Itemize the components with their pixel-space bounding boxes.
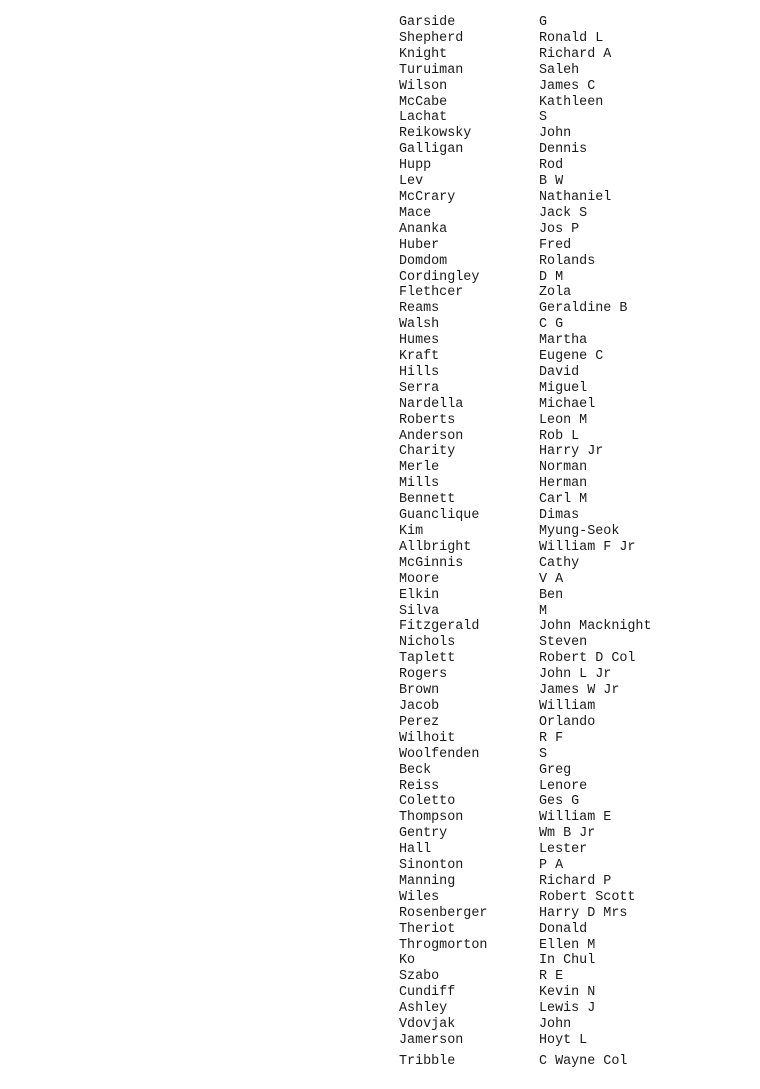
last-name: Reiss: [399, 778, 440, 794]
name-row: [399, 715, 652, 731]
first-name: Rod: [539, 158, 564, 174]
first-name: Harry Jr: [539, 444, 604, 460]
first-name: William: [539, 698, 596, 714]
last-name: Turuiman: [399, 62, 464, 78]
name-row: [399, 619, 652, 635]
first-name: In Chul: [539, 953, 596, 969]
first-name: Jack S: [539, 205, 588, 221]
name-row: [399, 985, 652, 1001]
name-row: [399, 190, 652, 206]
name-row: [399, 222, 652, 238]
last-name: Woolfenden: [399, 746, 480, 762]
last-name: Cundiff: [399, 985, 456, 1001]
name-row: [399, 47, 652, 63]
name-row: [399, 540, 652, 556]
last-name: Anderson: [399, 428, 464, 444]
first-name: Kevin N: [539, 985, 596, 1001]
first-name: Saleh: [539, 62, 580, 78]
first-name: Kathleen: [539, 94, 604, 110]
name-row: [399, 683, 652, 699]
name-list: [399, 15, 652, 1049]
last-name: Serra: [399, 380, 440, 396]
last-name: Domdom: [399, 253, 448, 269]
name-row: [399, 810, 652, 826]
first-name: Leon M: [539, 412, 588, 428]
first-name: P A: [539, 858, 564, 874]
name-row: [399, 779, 652, 795]
last-name: Brown: [399, 683, 440, 699]
first-name: Geraldine B: [539, 301, 628, 317]
last-name: Mace: [399, 205, 432, 221]
first-name: Myung-Seok: [539, 524, 620, 539]
name-row: [399, 747, 652, 763]
last-name: McCrary: [399, 189, 456, 205]
name-row: [399, 604, 652, 620]
name-row: [399, 572, 652, 588]
first-name: Herman: [539, 476, 588, 492]
first-name: Zola: [539, 285, 572, 301]
name-row: [399, 15, 652, 31]
name-row: [399, 794, 652, 810]
first-name: Lewis J: [539, 1001, 596, 1017]
first-name: M: [539, 603, 548, 619]
last-name: Wilson: [399, 78, 448, 94]
name-row: [399, 381, 652, 397]
name-row: [399, 460, 652, 476]
first-name: Richard A: [539, 46, 612, 62]
name-row: [399, 270, 652, 286]
last-name: Huber: [399, 237, 440, 253]
last-name: Reikowsky: [399, 126, 472, 142]
first-name: Robert Scott: [539, 889, 636, 905]
last-name: Galligan: [399, 142, 464, 158]
first-name: Ronald L: [539, 30, 604, 46]
name-row: [399, 1001, 652, 1017]
last-name: Walsh: [399, 317, 440, 333]
last-name: Mills: [399, 476, 440, 492]
name-row: [399, 397, 652, 413]
first-name: James C: [539, 78, 596, 94]
first-name: Martha: [539, 333, 588, 349]
name-row: [399, 938, 652, 954]
last-name: Fitzgerald: [399, 619, 480, 635]
cutoff-row: [399, 1054, 627, 1070]
last-name: Knight: [399, 46, 448, 62]
first-name: Cathy: [539, 555, 580, 571]
last-name: Roberts: [399, 412, 456, 428]
name-row: [399, 238, 652, 254]
last-name: Shepherd: [399, 30, 464, 46]
last-name: Silva: [399, 603, 440, 619]
last-name: Vdovjak: [399, 1017, 456, 1033]
name-row: [399, 142, 652, 158]
name-row: [399, 906, 652, 922]
first-name: Norman: [539, 460, 588, 476]
name-row: [399, 874, 652, 890]
first-name: John L Jr: [539, 667, 612, 683]
last-name: Thompson: [399, 810, 464, 826]
name-row: [399, 444, 652, 460]
name-row: [399, 301, 652, 317]
first-name: John: [539, 1017, 572, 1033]
name-row: [399, 556, 652, 572]
last-name: Kim: [399, 524, 424, 539]
name-row: [399, 826, 652, 842]
name-row: [399, 333, 652, 349]
first-name: Lester: [539, 842, 588, 858]
last-name: Perez: [399, 714, 440, 730]
first-name: Greg: [539, 762, 572, 778]
last-name: Hupp: [399, 158, 432, 174]
last-name: Allbright: [399, 539, 472, 555]
name-row: [399, 174, 652, 190]
name-row: [399, 95, 652, 111]
name-row: [399, 492, 652, 508]
last-name: Moore: [399, 571, 440, 587]
last-name: Lev: [399, 174, 424, 190]
name-row: [399, 349, 652, 365]
name-row: [399, 413, 652, 429]
name-row: [399, 890, 652, 906]
name-row: [399, 1033, 652, 1049]
first-name: R F: [539, 730, 564, 746]
name-row: [399, 1017, 652, 1033]
first-name: V A: [539, 571, 564, 587]
last-name: Ko: [399, 953, 416, 969]
name-row: [399, 158, 652, 174]
first-name: Hoyt L: [539, 1033, 588, 1048]
first-name: Dennis: [539, 142, 588, 158]
last-name: McGinnis: [399, 555, 464, 571]
first-name: B W: [539, 174, 564, 190]
name-row: [399, 922, 652, 938]
last-name: Nichols: [399, 635, 456, 651]
last-name: Wiles: [399, 889, 440, 905]
name-row: [399, 524, 652, 540]
last-name: Nardella: [399, 396, 464, 412]
first-name: Miguel: [539, 380, 588, 396]
first-name: John Macknight: [539, 619, 652, 635]
first-name: Donald: [539, 921, 588, 937]
first-name: Ges G: [539, 794, 580, 810]
name-row: [399, 953, 652, 969]
last-name: Sinonton: [399, 858, 464, 874]
first-name: James W Jr: [539, 683, 620, 699]
name-row: [399, 667, 652, 683]
name-row: [399, 858, 652, 874]
last-name: Flethcer: [399, 285, 464, 301]
last-name: McCabe: [399, 94, 448, 110]
last-name: Jamerson: [399, 1033, 464, 1048]
name-row: [399, 969, 652, 985]
last-name: Elkin: [399, 587, 440, 603]
first-name: G: [539, 15, 548, 30]
last-name: Bennett: [399, 492, 456, 508]
last-name: Kraft: [399, 349, 440, 365]
name-row: [399, 126, 652, 142]
name-row: [399, 842, 652, 858]
last-name: Garside: [399, 15, 456, 30]
last-name: Wilhoit: [399, 730, 456, 746]
first-name: Ellen M: [539, 937, 596, 953]
last-name: Szabo: [399, 969, 440, 985]
name-row: [399, 699, 652, 715]
last-name: Cordingley: [399, 269, 480, 285]
first-name: Dimas: [539, 508, 580, 524]
first-name: Orlando: [539, 714, 596, 730]
first-name: Eugene C: [539, 349, 604, 365]
first-name: C Wayne Col: [539, 1054, 628, 1069]
first-name: William E: [539, 810, 612, 826]
first-name: Nathaniel: [539, 189, 612, 205]
name-row: [399, 31, 652, 47]
name-row: [399, 651, 652, 667]
last-name: Humes: [399, 333, 440, 349]
name-row: [399, 110, 652, 126]
first-name: Fred: [539, 237, 572, 253]
first-name: Michael: [539, 396, 596, 412]
first-name: Steven: [539, 635, 588, 651]
last-name: Manning: [399, 873, 456, 889]
last-name: Coletto: [399, 794, 456, 810]
first-name: C G: [539, 317, 564, 333]
first-name: David: [539, 364, 580, 380]
name-row: [399, 206, 652, 222]
first-name: S: [539, 746, 548, 762]
last-name: Guanclique: [399, 508, 480, 524]
first-name: Carl M: [539, 492, 588, 508]
last-name: Charity: [399, 444, 456, 460]
first-name: Rob L: [539, 428, 580, 444]
first-name: Ben: [539, 587, 564, 603]
last-name: Hall: [399, 842, 432, 858]
first-name: William F Jr: [539, 539, 636, 555]
first-name: S: [539, 110, 548, 126]
last-name: Tribble: [399, 1054, 456, 1069]
name-row: [399, 588, 652, 604]
cutoff-row-clip: [399, 1053, 649, 1089]
last-name: Theriot: [399, 921, 456, 937]
last-name: Gentry: [399, 826, 448, 842]
name-row: [399, 476, 652, 492]
last-name: Merle: [399, 460, 440, 476]
last-name: Rogers: [399, 667, 448, 683]
name-row: [399, 285, 652, 301]
last-name: Ashley: [399, 1001, 448, 1017]
first-name: Rolands: [539, 253, 596, 269]
name-row: [399, 365, 652, 381]
name-row: [399, 63, 652, 79]
last-name: Beck: [399, 762, 432, 778]
first-name: Robert D Col: [539, 651, 636, 667]
last-name: Hills: [399, 364, 440, 380]
first-name: Richard P: [539, 873, 612, 889]
first-name: Harry D Mrs: [539, 905, 628, 921]
first-name: John: [539, 126, 572, 142]
first-name: Lenore: [539, 778, 588, 794]
last-name: Lachat: [399, 110, 448, 126]
last-name: Taplett: [399, 651, 456, 667]
first-name: R E: [539, 969, 564, 985]
name-row: [399, 508, 652, 524]
first-name: Wm B Jr: [539, 826, 596, 842]
last-name: Jacob: [399, 698, 440, 714]
first-name: D M: [539, 269, 564, 285]
name-row: [399, 429, 652, 445]
last-name: Throgmorton: [399, 937, 488, 953]
name-row: [399, 635, 652, 651]
name-row: [399, 317, 652, 333]
name-row: [399, 763, 652, 779]
name-row: [399, 254, 652, 270]
first-name: Jos P: [539, 221, 580, 237]
last-name: Ananka: [399, 221, 448, 237]
name-row: [399, 79, 652, 95]
last-name: Rosenberger: [399, 905, 488, 921]
name-row: [399, 731, 652, 747]
last-name: Reams: [399, 301, 440, 317]
